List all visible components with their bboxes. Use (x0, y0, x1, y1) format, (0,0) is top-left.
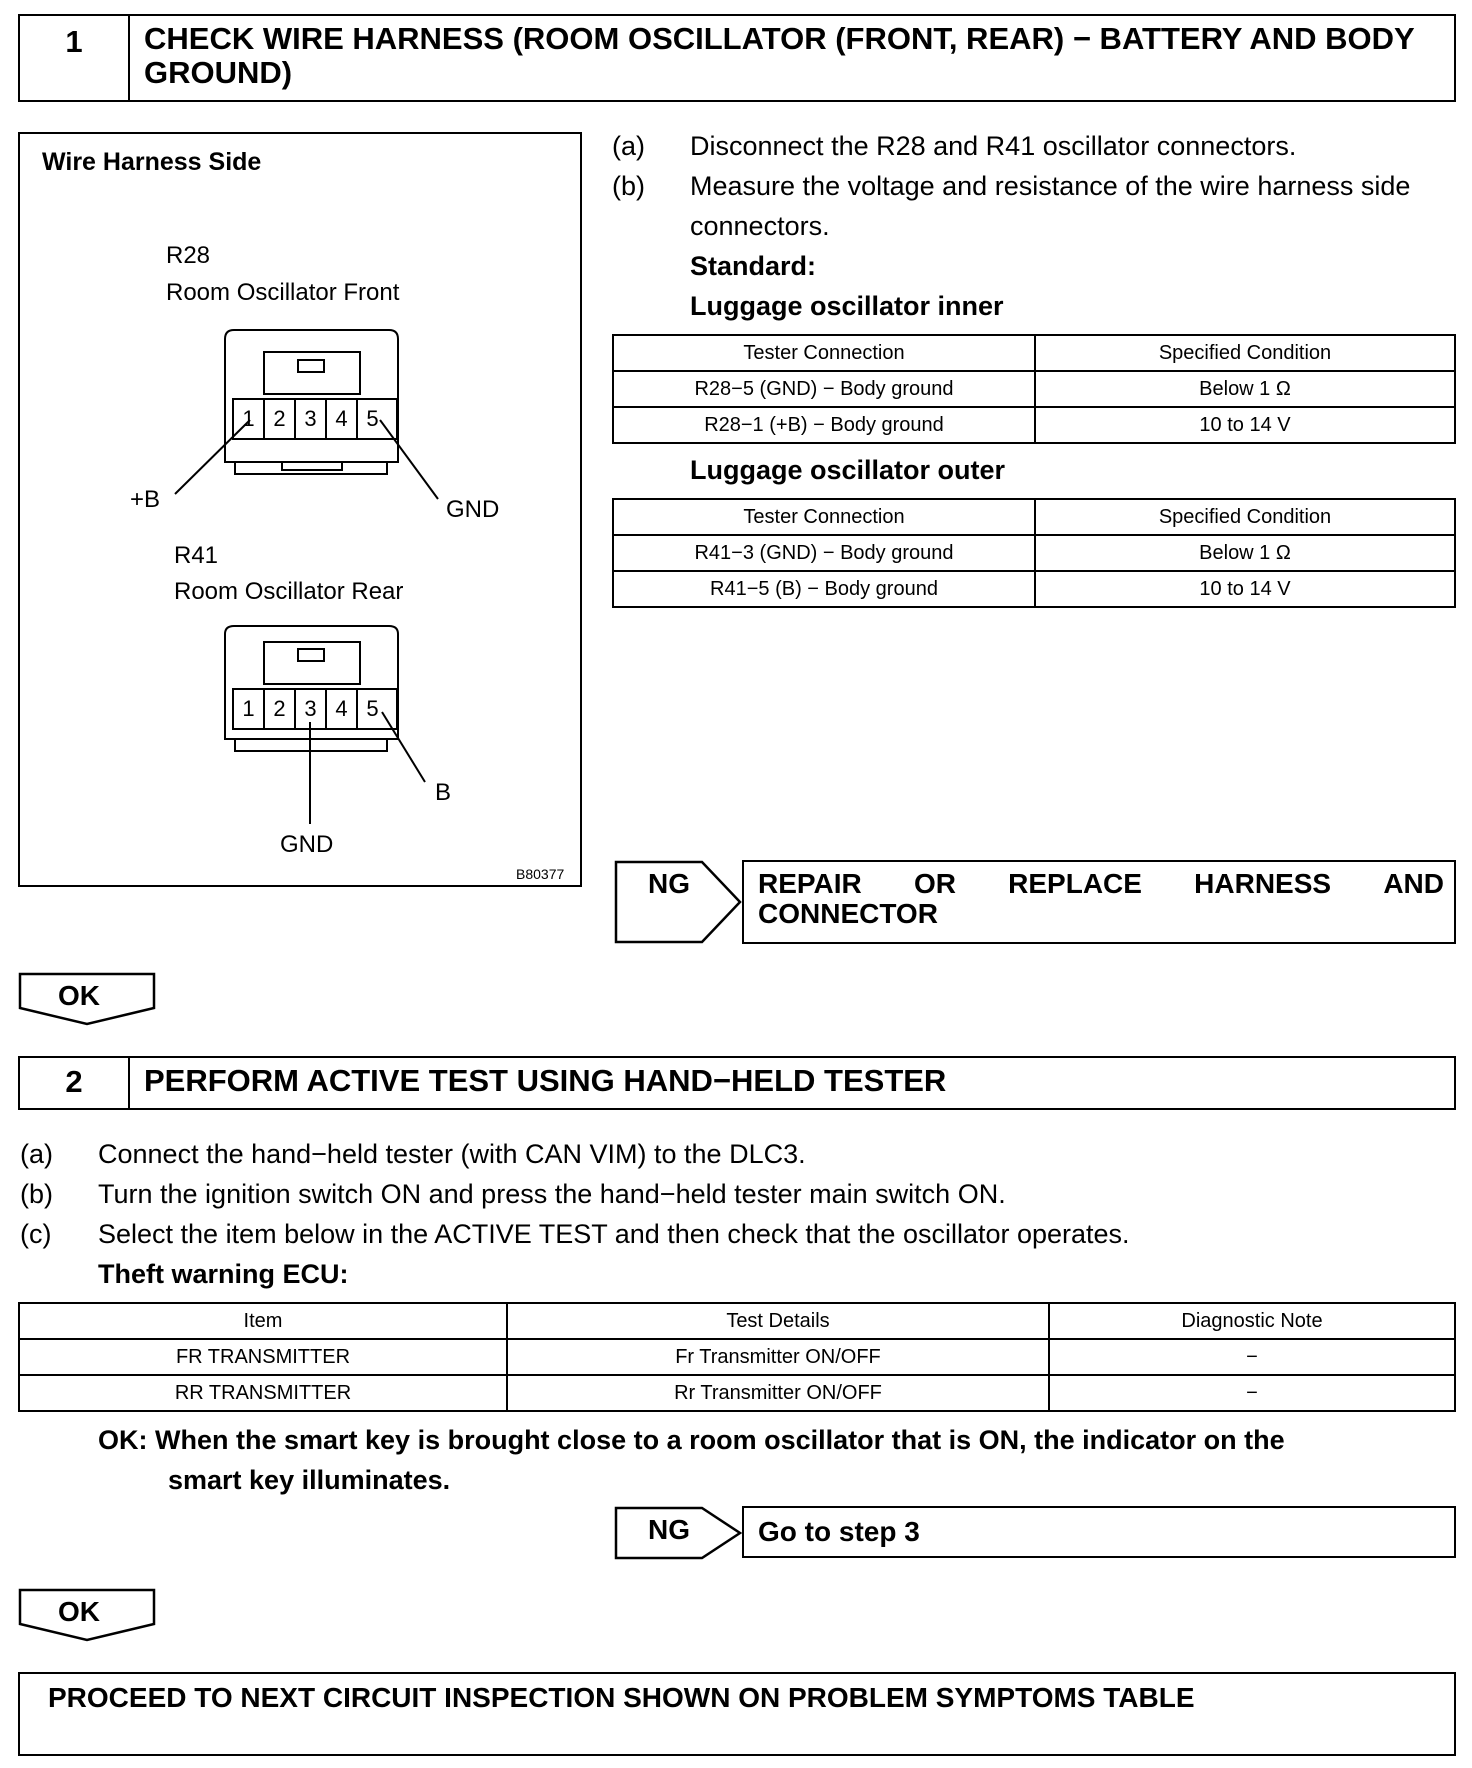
table-outer-header: Specified Condition (1035, 499, 1455, 535)
table-cell: 10 to 14 V (1035, 571, 1455, 607)
table-row (613, 571, 1455, 607)
step2-ng-action-text: Go to step 3 (758, 1516, 920, 1547)
ecu-label: Theft warning ECU: (98, 1259, 349, 1289)
r28-pin: 5 (366, 406, 379, 431)
figure-id: B80377 (516, 866, 565, 882)
diagram-heading: Wire Harness Side (42, 148, 262, 176)
standard-label: Standard: (690, 251, 817, 281)
step1-ng-action (742, 860, 1456, 944)
table-row (19, 1375, 1455, 1411)
wire-harness-diagram (18, 132, 582, 887)
final-instruction-box (18, 1672, 1456, 1756)
r28-code: R28 (166, 242, 211, 269)
step1-ng-label: NG (648, 868, 690, 899)
final-instruction-text: PROCEED TO NEXT CIRCUIT INSPECTION SHOWN ON PROBLEM SYMPTOMS TABLE (48, 1682, 1195, 1713)
ng-action-word: HARNESS (1194, 868, 1332, 899)
table-cell: − (1049, 1339, 1455, 1375)
step2-instruction-c-marker: (c) (20, 1219, 52, 1249)
r28-name: Room Oscillator Front (166, 279, 400, 306)
active-test-table (18, 1302, 1456, 1412)
step1-ok-label: OK (58, 980, 100, 1011)
table-cell: − (1049, 1375, 1455, 1411)
step2-ok-label: OK (58, 1596, 100, 1627)
table-row (613, 535, 1455, 571)
step1-instruction-b-marker: (b) (612, 171, 645, 201)
table-row (613, 407, 1455, 443)
step2-instruction-c: Select the item below in the ACTIVE TEST and then check that the oscillator operates. (98, 1219, 1130, 1249)
r41-pin: 3 (304, 696, 317, 721)
ng-action-word: REPAIR (758, 868, 862, 899)
table-cell: Below 1 Ω (1035, 371, 1455, 407)
r28-pin: 1 (242, 406, 255, 431)
r28-pins (233, 399, 397, 439)
ng-action-line2: CONNECTOR (758, 898, 938, 929)
label-b-plus: +B (130, 486, 161, 513)
table-cell: R41−5 (B) − Body ground (613, 571, 1035, 607)
r28-pin: 2 (273, 406, 286, 431)
step2-title: PERFORM ACTIVE TEST USING HAND−HELD TESTER (144, 1063, 947, 1098)
active-test-header: Item (19, 1303, 507, 1339)
step1-instruction-a: Disconnect the R28 and R41 oscillator connectors. (690, 131, 1297, 161)
r41-code: R41 (174, 542, 219, 569)
step2-header (18, 1056, 1456, 1110)
active-test-header: Diagnostic Note (1049, 1303, 1455, 1339)
ng-action-word: REPLACE (1008, 868, 1142, 899)
table-cell: FR TRANSMITTER (19, 1339, 507, 1375)
active-test-header: Test Details (507, 1303, 1049, 1339)
r41-pins (233, 689, 397, 729)
step1-title: CHECK WIRE HARNESS (ROOM OSCILLATOR (FRONT, REAR) − BATTERY AND BODY GROUND) (144, 21, 1415, 90)
step2-ng-action (742, 1506, 1456, 1558)
r28-pin: 4 (335, 406, 348, 431)
table-inner (612, 334, 1456, 444)
r28-pin: 3 (304, 406, 317, 431)
table-cell: Fr Transmitter ON/OFF (507, 1339, 1049, 1375)
table-cell: RR TRANSMITTER (19, 1375, 507, 1411)
table-outer-header: Tester Connection (613, 499, 1035, 535)
table-inner-header: Specified Condition (1035, 335, 1455, 371)
table-outer-title: Luggage oscillator outer (690, 455, 1006, 485)
step1-instruction-a-marker: (a) (612, 131, 645, 161)
label-gnd-rear: GND (280, 831, 334, 858)
step2-instruction-a-marker: (a) (20, 1139, 53, 1169)
ng-action-word: AND (1383, 868, 1444, 899)
table-inner-title: Luggage oscillator inner (690, 291, 1004, 321)
step2-instruction-b: Turn the ignition switch ON and press the hand−held tester main switch ON. (98, 1179, 1006, 1209)
table-cell: Below 1 Ω (1035, 535, 1455, 571)
r41-pin: 5 (366, 696, 379, 721)
r41-name: Room Oscillator Rear (174, 578, 404, 605)
r41-pin: 1 (242, 696, 255, 721)
r41-pin: 4 (335, 696, 348, 721)
step1-number: 1 (20, 16, 130, 100)
table-cell: R28−1 (+B) − Body ground (613, 407, 1035, 443)
r41-pin: 2 (273, 696, 286, 721)
table-cell: R41−3 (GND) − Body ground (613, 535, 1035, 571)
ok-condition-line1: OK: When the smart key is brought close to a room oscillator that is ON, the indicator on the (98, 1425, 1285, 1455)
ng-action-word: OR (913, 868, 956, 899)
step2-number: 2 (20, 1058, 130, 1108)
table-row (613, 371, 1455, 407)
label-gnd-front: GND (446, 496, 500, 523)
table-inner-header: Tester Connection (613, 335, 1035, 371)
ok-condition-line2: smart key illuminates. (168, 1465, 451, 1495)
table-cell: R28−5 (GND) − Body ground (613, 371, 1035, 407)
label-b: B (435, 779, 452, 806)
step2-instruction-a: Connect the hand−held tester (with CAN VIM) to the DLC3. (98, 1139, 806, 1169)
step1-header (18, 14, 1456, 102)
step1-instruction-b: Measure the voltage and resistance of the wire harness side connectors. (690, 171, 1411, 241)
table-row (19, 1339, 1455, 1375)
table-outer (612, 498, 1456, 608)
step2-ng-label: NG (648, 1514, 690, 1545)
table-cell: 10 to 14 V (1035, 407, 1455, 443)
step2-instruction-b-marker: (b) (20, 1179, 53, 1209)
table-cell: Rr Transmitter ON/OFF (507, 1375, 1049, 1411)
